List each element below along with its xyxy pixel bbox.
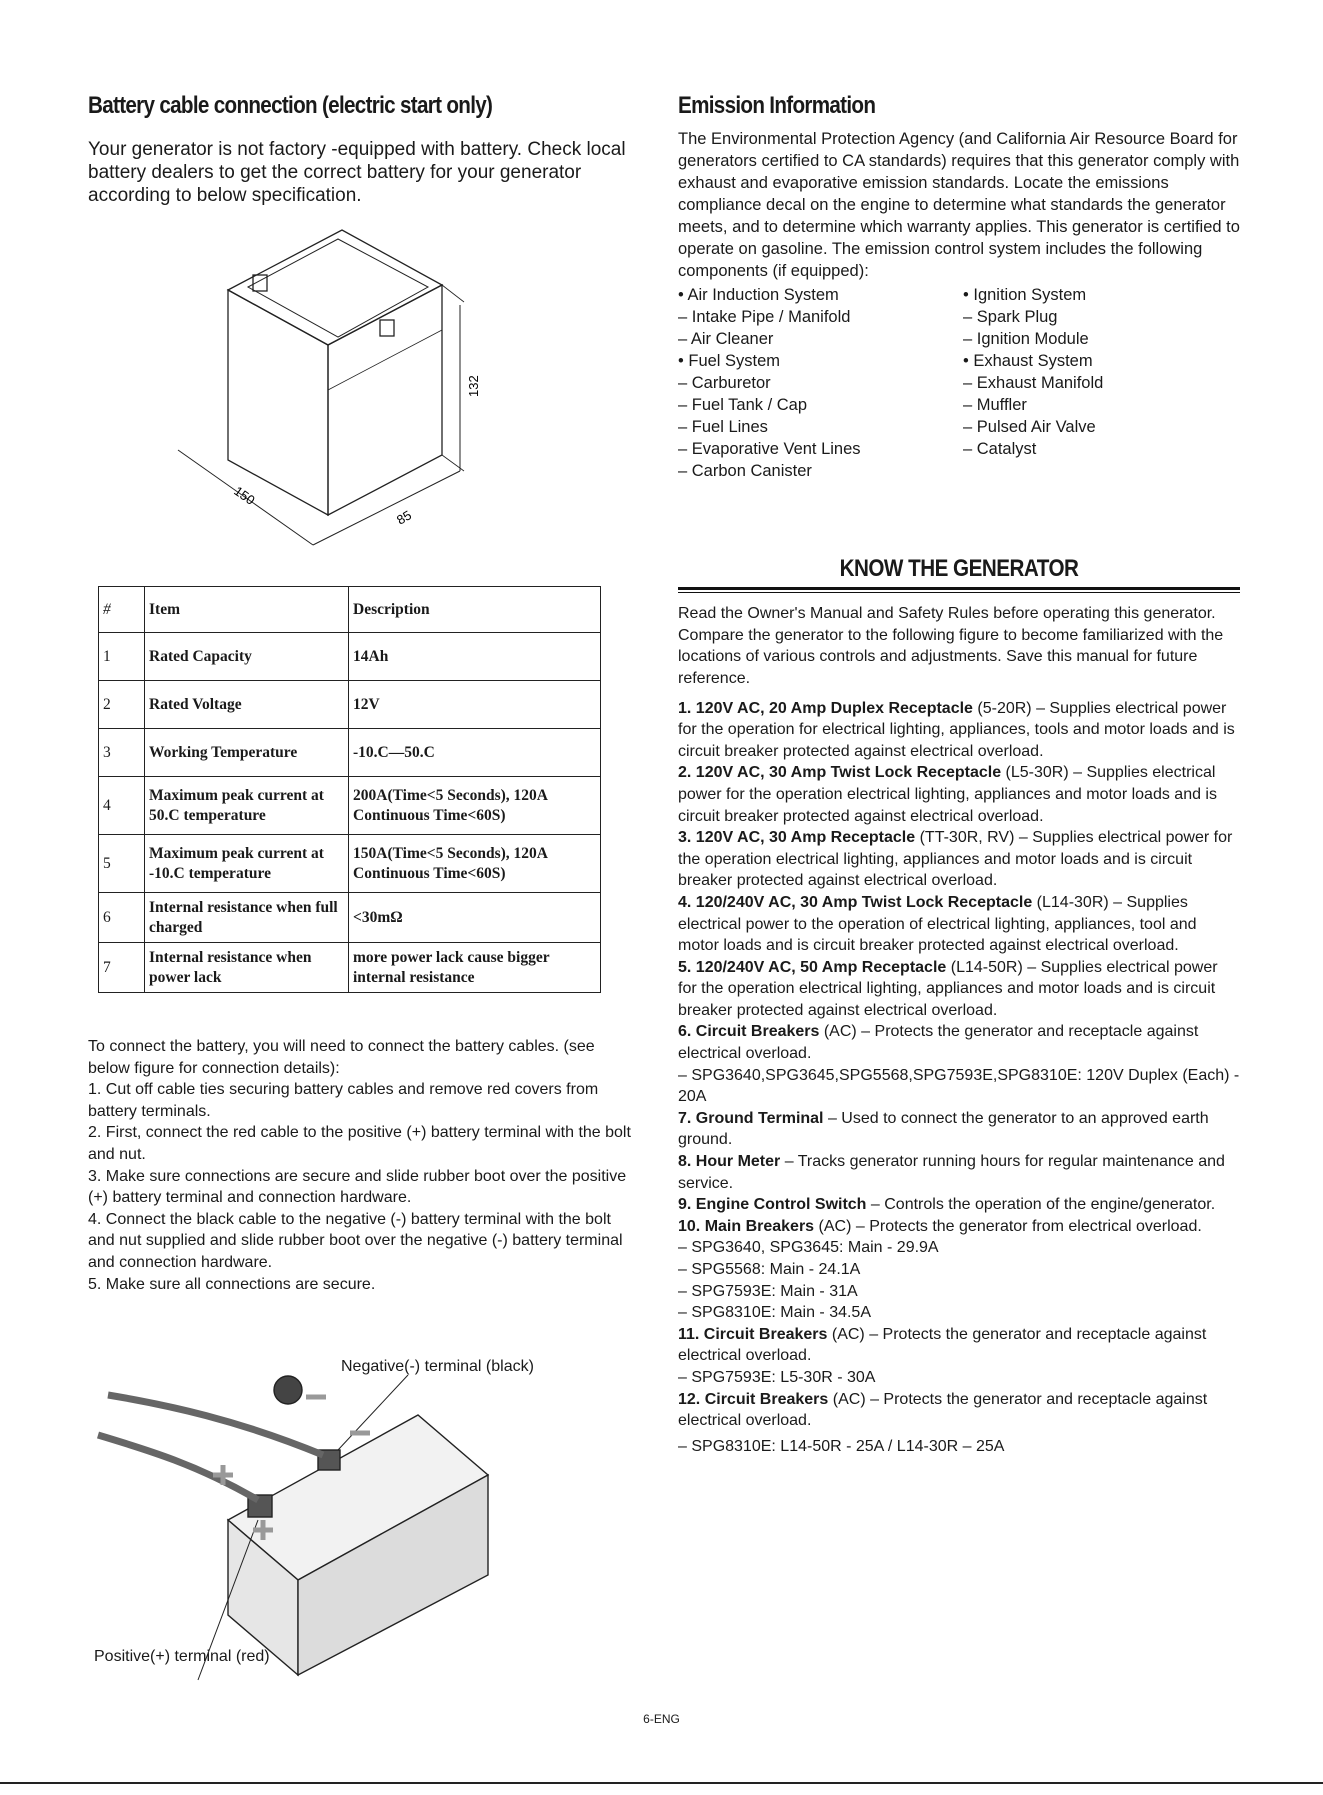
connect-step: 3. Make sure connections are secure and slide rubber boot over the positive (+) battery terminal and connection hardware. [88, 1167, 627, 1207]
know-generator-body [678, 603, 1240, 1457]
row-desc: 14Ah [349, 633, 601, 681]
component-description: 4. 120/240V AC, 30 Amp Twist Lock Receptacle (L14-30R) – Supplies electrical power to the operation of electrical lighting, appliances, tool and motor loads and is circuit breaker protected against electrical overload. [678, 893, 1197, 955]
component-description: 11. Circuit Breakers (AC) – Protects the generator and receptacle against electrical overload. [678, 1325, 1207, 1365]
negative-terminal-label: Negative(-) terminal (black) [341, 1358, 534, 1375]
emission-title: Emission Information [678, 92, 876, 119]
component-description: 9. Engine Control Switch – Controls the operation of the engine/generator. [678, 1196, 1216, 1214]
know-generator-title: KNOW THE GENERATOR [839, 555, 1079, 582]
row-item: Internal resistance when power lack [145, 943, 349, 993]
component-description: 8. Hour Meter – Tracks generator running hours for regular maintenance and service. [678, 1153, 1225, 1192]
row-num: 1 [99, 633, 145, 681]
row-item: Maximum peak current at 50.C temperature [145, 777, 349, 835]
connect-paragraph: To connect the battery, you will need to connect the battery cables. (see below figure for connection details): [88, 1038, 595, 1077]
row-item: Rated Capacity [145, 633, 349, 681]
component-description: 10. Main Breakers (AC) – Protects the generator from electrical overload. [678, 1217, 1202, 1235]
component-item: • Fuel System [678, 352, 781, 370]
components-right [963, 284, 1248, 482]
component-item: – Evaporative Vent Lines [678, 440, 861, 458]
title-rule-thin [678, 592, 1240, 593]
component-description: – SPG3640, SPG3645: Main - 29.9A [678, 1239, 939, 1257]
component-item: – Catalyst [963, 440, 1037, 458]
know-intro: Read the Owner's Manual and Safety Rules before operating this generator. [678, 605, 1216, 623]
battery-dimension-figure [98, 225, 518, 555]
connect-step: 2. First, connect the red cable to the positive (+) battery terminal with the bolt and nut. [88, 1124, 631, 1163]
component-item: • Air Induction System [678, 286, 839, 304]
component-item: – Carburetor [678, 374, 771, 392]
component-item: – Muffler [963, 396, 1027, 414]
battery-section-title: Battery cable connection (electric start only) [88, 92, 493, 119]
component-item: – Exhaust Manifold [963, 374, 1104, 392]
component-item: • Ignition System [963, 286, 1087, 304]
row-item: Maximum peak current at -10.C temperature [145, 835, 349, 893]
component-description: 7. Ground Terminal – Used to connect the generator to an approved earth ground. [678, 1109, 1209, 1149]
components-left [678, 284, 963, 482]
row-item: Rated Voltage [145, 681, 349, 729]
component-item: – Pulsed Air Valve [963, 418, 1096, 436]
dim-height: 132 [466, 375, 481, 397]
component-description: 2. 120V AC, 30 Amp Twist Lock Receptacle (L5-30R) – Supplies electrical power for the operation electrical lighting, appliances and motor loads and is circuit breaker protected against electrical overload. [678, 764, 1217, 825]
row-desc: -10.C—50.C [349, 729, 601, 777]
component-item: • Exhaust System [963, 352, 1093, 370]
emission-components [678, 284, 1248, 482]
connect-step: 5. Make sure all connections are secure. [88, 1275, 376, 1293]
row-desc: 150A(Time<5 Seconds), 120A Continuous Time<60S) [349, 835, 601, 893]
row-num: 3 [99, 729, 145, 777]
dim-width: 85 [394, 507, 415, 528]
row-item: Working Temperature [145, 729, 349, 777]
positive-terminal-label: Positive(+) terminal (red) [94, 1648, 270, 1665]
table-header-num: # [99, 587, 145, 633]
table-row [99, 835, 601, 893]
component-description: 1. 120V AC, 20 Amp Duplex Receptacle (5-20R) – Supplies electrical power for the operation for electrical lighting, appliances, tools and motor loads and is circuit breaker protected against electrical overload. [678, 699, 1235, 760]
battery-spec-table [98, 586, 601, 993]
connect-step: 1. Cut off cable ties securing battery cables and remove red covers from battery terminals. [88, 1081, 599, 1120]
know-intro: Compare the generator to the following figure to become familiarized with the locations of various controls and adjustments. Save this manual for future reference. [678, 626, 1224, 687]
component-item: – Fuel Lines [678, 418, 768, 436]
component-description: – SPG7593E: L5-30R - 30A [678, 1368, 876, 1386]
component-item: – Spark Plug [963, 308, 1058, 326]
component-description: 3. 120V AC, 30 Amp Receptacle (TT-30R, RV) – Supplies electrical power for the operation electrical lighting, appliances and motor loads and is circuit breaker protected against electrical overload. [678, 829, 1233, 890]
table-header-item: Item [145, 587, 349, 633]
row-item: Internal resistance when full charged [145, 893, 349, 943]
component-description: – SPG5568: Main - 24.1A [678, 1261, 861, 1278]
row-num: 7 [99, 943, 145, 993]
row-desc: more power lack cause bigger internal resistance [349, 943, 601, 993]
row-desc: <30mΩ [349, 893, 601, 943]
row-num: 6 [99, 893, 145, 943]
component-description: – SPG8310E: Main - 34.5A [678, 1304, 871, 1322]
connect-step: 4. Connect the black cable to the negative (-) battery terminal with the bolt and nut supplied and slide rubber boot over the negative (-) battery terminal and connection hardware. [88, 1210, 623, 1271]
table-row [99, 777, 601, 835]
connection-instructions [88, 1036, 638, 1295]
right-column [678, 92, 1248, 482]
component-item: – Intake Pipe / Manifold [678, 308, 851, 326]
table-header-row [99, 587, 601, 633]
component-description: – SPG7593E: Main - 31A [678, 1282, 858, 1300]
component-description: – SPG8310E: L14-50R - 25A / L14-30R – 25A [678, 1437, 1005, 1455]
component-description: 6. Circuit Breakers (AC) – Protects the generator and receptacle against electrical overload. [678, 1023, 1199, 1063]
component-item: – Fuel Tank / Cap [678, 396, 808, 414]
component-description: 5. 120/240V AC, 50 Amp Receptacle (L14-50R) – Supplies electrical power for the operation electrical lighting, appliances and motor loads and is circuit breaker protected against electrical overload. [678, 958, 1218, 1019]
row-desc: 12V [349, 681, 601, 729]
dim-length: 150 [231, 483, 258, 508]
table-row [99, 633, 601, 681]
know-generator-section [678, 555, 1240, 1457]
battery-intro: Your generator is not factory -equipped with battery. Check local battery dealers to get the correct battery for your generator according to below specification. [88, 139, 626, 206]
component-item: – Carbon Canister [678, 462, 812, 480]
row-num: 5 [99, 835, 145, 893]
component-item: – Ignition Module [963, 330, 1089, 348]
component-description: – SPG3640,SPG3645,SPG5568,SPG7593E,SPG8310E: 120V Duplex (Each) - 20A [678, 1066, 1240, 1106]
title-rule [678, 587, 1240, 590]
table-row [99, 943, 601, 993]
table-row [99, 893, 601, 943]
row-num: 2 [99, 681, 145, 729]
component-description: 12. Circuit Breakers (AC) – Protects the generator and receptacle against electrical overload. [678, 1390, 1208, 1430]
terminal-connection-figure [88, 1345, 588, 1685]
row-desc: 200A(Time<5 Seconds), 120A Continuous Time<60S) [349, 777, 601, 835]
table-row [99, 681, 601, 729]
page-number: 6-ENG [643, 1712, 680, 1726]
table-row [99, 729, 601, 777]
row-num: 4 [99, 777, 145, 835]
emission-body: The Environmental Protection Agency (and California Air Resource Board for generators certified to CA standards) requires that this generator comply with exhaust and evaporative emission standards. Locate the emissions compliance decal on the engine to determine what standards the generator meets, and to determine which warranty applies. This generator is certified to operate on gasoline. The emission control system includes the following components (if equipped): [678, 130, 1240, 280]
left-column [88, 92, 628, 207]
table-header-description: Description [349, 587, 601, 633]
component-item: – Air Cleaner [678, 330, 774, 348]
bottom-rule [0, 1782, 1323, 1784]
